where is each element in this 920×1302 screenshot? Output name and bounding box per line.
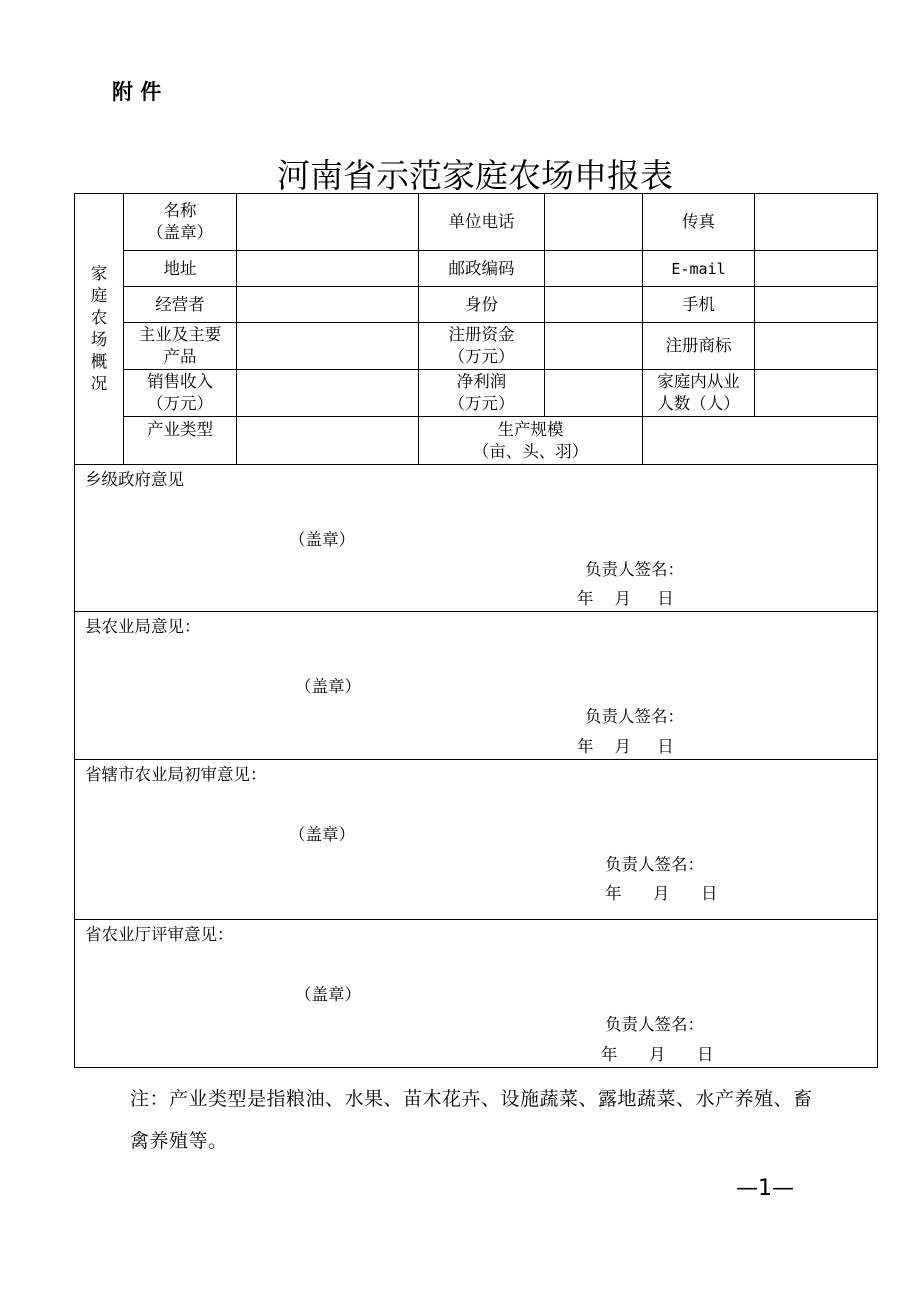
- fax-label: 传真: [643, 194, 755, 251]
- industry-type-label: 产业类型: [124, 417, 237, 465]
- sales-label: 销售收入 （万元）: [124, 370, 237, 417]
- section-label-family-farm-overview: 家 庭 农 场 概 况: [75, 194, 124, 465]
- postcode-field[interactable]: [545, 251, 643, 287]
- mobile-label: 手机: [643, 287, 755, 323]
- province-opinion-box[interactable]: [75, 920, 878, 1068]
- opinion-label: 省辖市农业局初审意见：: [85, 765, 267, 784]
- page-number: —1—: [736, 1176, 794, 1201]
- address-label: 地址: [124, 251, 237, 287]
- operator-label: 经营者: [124, 287, 237, 323]
- county-opinion-box[interactable]: [75, 612, 878, 760]
- phone-label: 单位电话: [419, 194, 545, 251]
- signature-label: 负责人签名：: [585, 707, 684, 726]
- name-label: 名称 （盖章）: [124, 194, 237, 251]
- scale-field[interactable]: [643, 417, 878, 465]
- date-label: 年 月 日: [601, 1045, 714, 1064]
- postcode-label: 邮政编码: [419, 251, 545, 287]
- trademark-field[interactable]: [755, 323, 878, 370]
- signature-label: 负责人签名：: [585, 560, 684, 579]
- seal-label: （盖章）: [289, 530, 355, 549]
- township-opinion-box[interactable]: [75, 465, 878, 612]
- signature-label: 负责人签名：: [605, 1015, 704, 1034]
- industry-type-field[interactable]: [237, 417, 419, 465]
- mobile-field[interactable]: [755, 287, 878, 323]
- reg-capital-label: 注册资金 （万元）: [419, 323, 545, 370]
- opinion-label: 省农业厅评审意见：: [85, 925, 234, 944]
- footnote: 注：产业类型是指粮油、水果、苗木花卉、设施蔬菜、露地蔬菜、水产养殖、畜禽养殖等。: [130, 1088, 813, 1152]
- seal-label: （盖章）: [295, 985, 361, 1004]
- name-field[interactable]: [237, 194, 419, 251]
- employees-field[interactable]: [755, 370, 878, 417]
- signature-label: 负责人签名：: [605, 855, 704, 874]
- net-profit-field[interactable]: [545, 370, 643, 417]
- main-business-label: 主业及主要 产品: [124, 323, 237, 370]
- sales-field[interactable]: [237, 370, 419, 417]
- main-business-field[interactable]: [237, 323, 419, 370]
- phone-field[interactable]: [545, 194, 643, 251]
- opinion-label: 县农业局意见：: [85, 617, 201, 636]
- identity-label: 身份: [419, 287, 545, 323]
- identity-field[interactable]: [545, 287, 643, 323]
- email-label: E-mail: [643, 251, 755, 287]
- attachment-label: 附 件: [112, 80, 162, 104]
- seal-label: （盖章）: [295, 677, 361, 696]
- scale-label: 生产规模 （亩、头、羽）: [419, 417, 643, 465]
- email-field[interactable]: [755, 251, 878, 287]
- date-label: 年 月 日: [577, 737, 674, 756]
- form-title: 河南省示范家庭农场申报表: [277, 156, 673, 195]
- city-opinion-box[interactable]: [75, 760, 878, 920]
- fax-field[interactable]: [755, 194, 878, 251]
- date-label: 年 月 日: [577, 589, 674, 608]
- trademark-label: 注册商标: [643, 323, 755, 370]
- opinion-label: 乡级政府意见: [85, 470, 184, 489]
- net-profit-label: 净利润 （万元）: [419, 370, 545, 417]
- employees-label: 家庭内从业 人数（人）: [643, 370, 755, 417]
- reg-capital-field[interactable]: [545, 323, 643, 370]
- address-field[interactable]: [237, 251, 419, 287]
- seal-label: （盖章）: [289, 825, 355, 844]
- operator-field[interactable]: [237, 287, 419, 323]
- date-label: 年 月 日: [605, 884, 718, 903]
- application-form-table: [74, 193, 878, 1068]
